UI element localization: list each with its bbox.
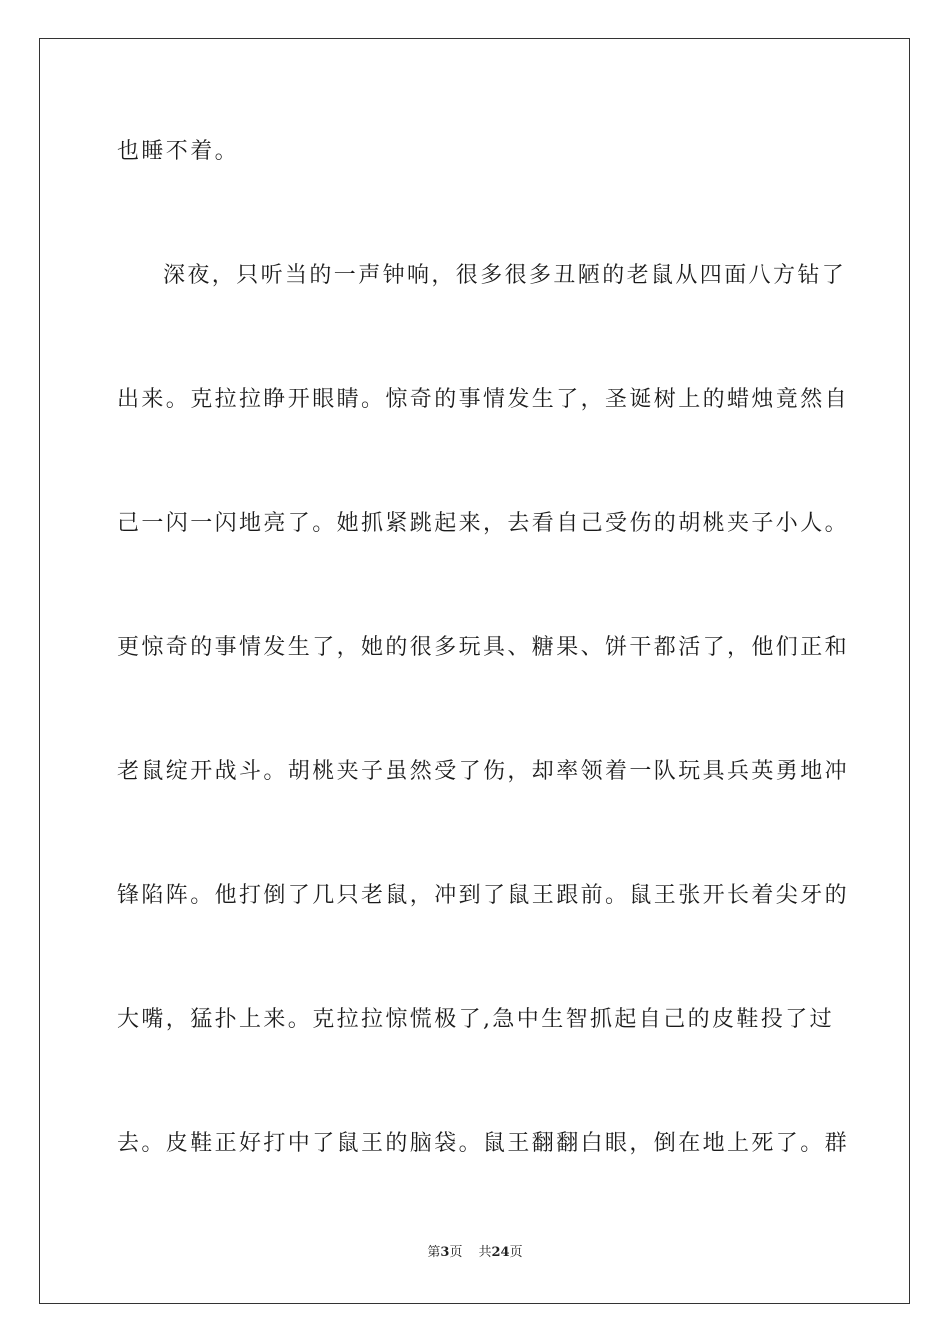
total-prefix: 共	[478, 1245, 492, 1260]
text-line-4: 己一闪一闪地亮了。她抓紧跳起来，去看自己受伤的胡桃夹子小人。	[117, 511, 850, 536]
text-line-2: 深夜，只听当的一声钟响，很多很多丑陋的老鼠从四面八方钻了	[163, 263, 847, 288]
page-border	[39, 38, 910, 1304]
total-suffix: 页	[509, 1245, 523, 1260]
total-pages: 24	[491, 1245, 510, 1260]
page-footer	[0, 1244, 950, 1262]
text-line-7: 锋陷阵。他打倒了几只老鼠，冲到了鼠王跟前。鼠王张开长着尖牙的	[117, 883, 850, 908]
text-line-5: 更惊奇的事情发生了，她的很多玩具、糖果、饼干都活了，他们正和	[117, 635, 850, 660]
text-line-9: 去。皮鞋正好打中了鼠王的脑袋。鼠王翻翻白眼，倒在地上死了。群	[117, 1131, 850, 1156]
text-line-1: 也睡不着。	[117, 139, 240, 164]
text-line-6: 老鼠绽开战斗。胡桃夹子虽然受了伤，却率领着一队玩具兵英勇地冲	[117, 759, 850, 784]
page-suffix: 页	[449, 1245, 463, 1260]
page-prefix: 第	[427, 1245, 441, 1260]
text-line-3: 出来。克拉拉睁开眼睛。惊奇的事情发生了，圣诞树上的蜡烛竟然自	[117, 387, 850, 412]
page-number: 3	[440, 1245, 450, 1260]
text-line-8: 大嘴，猛扑上来。克拉拉惊慌极了,急中生智抓起自己的皮鞋投了过	[117, 1007, 834, 1032]
